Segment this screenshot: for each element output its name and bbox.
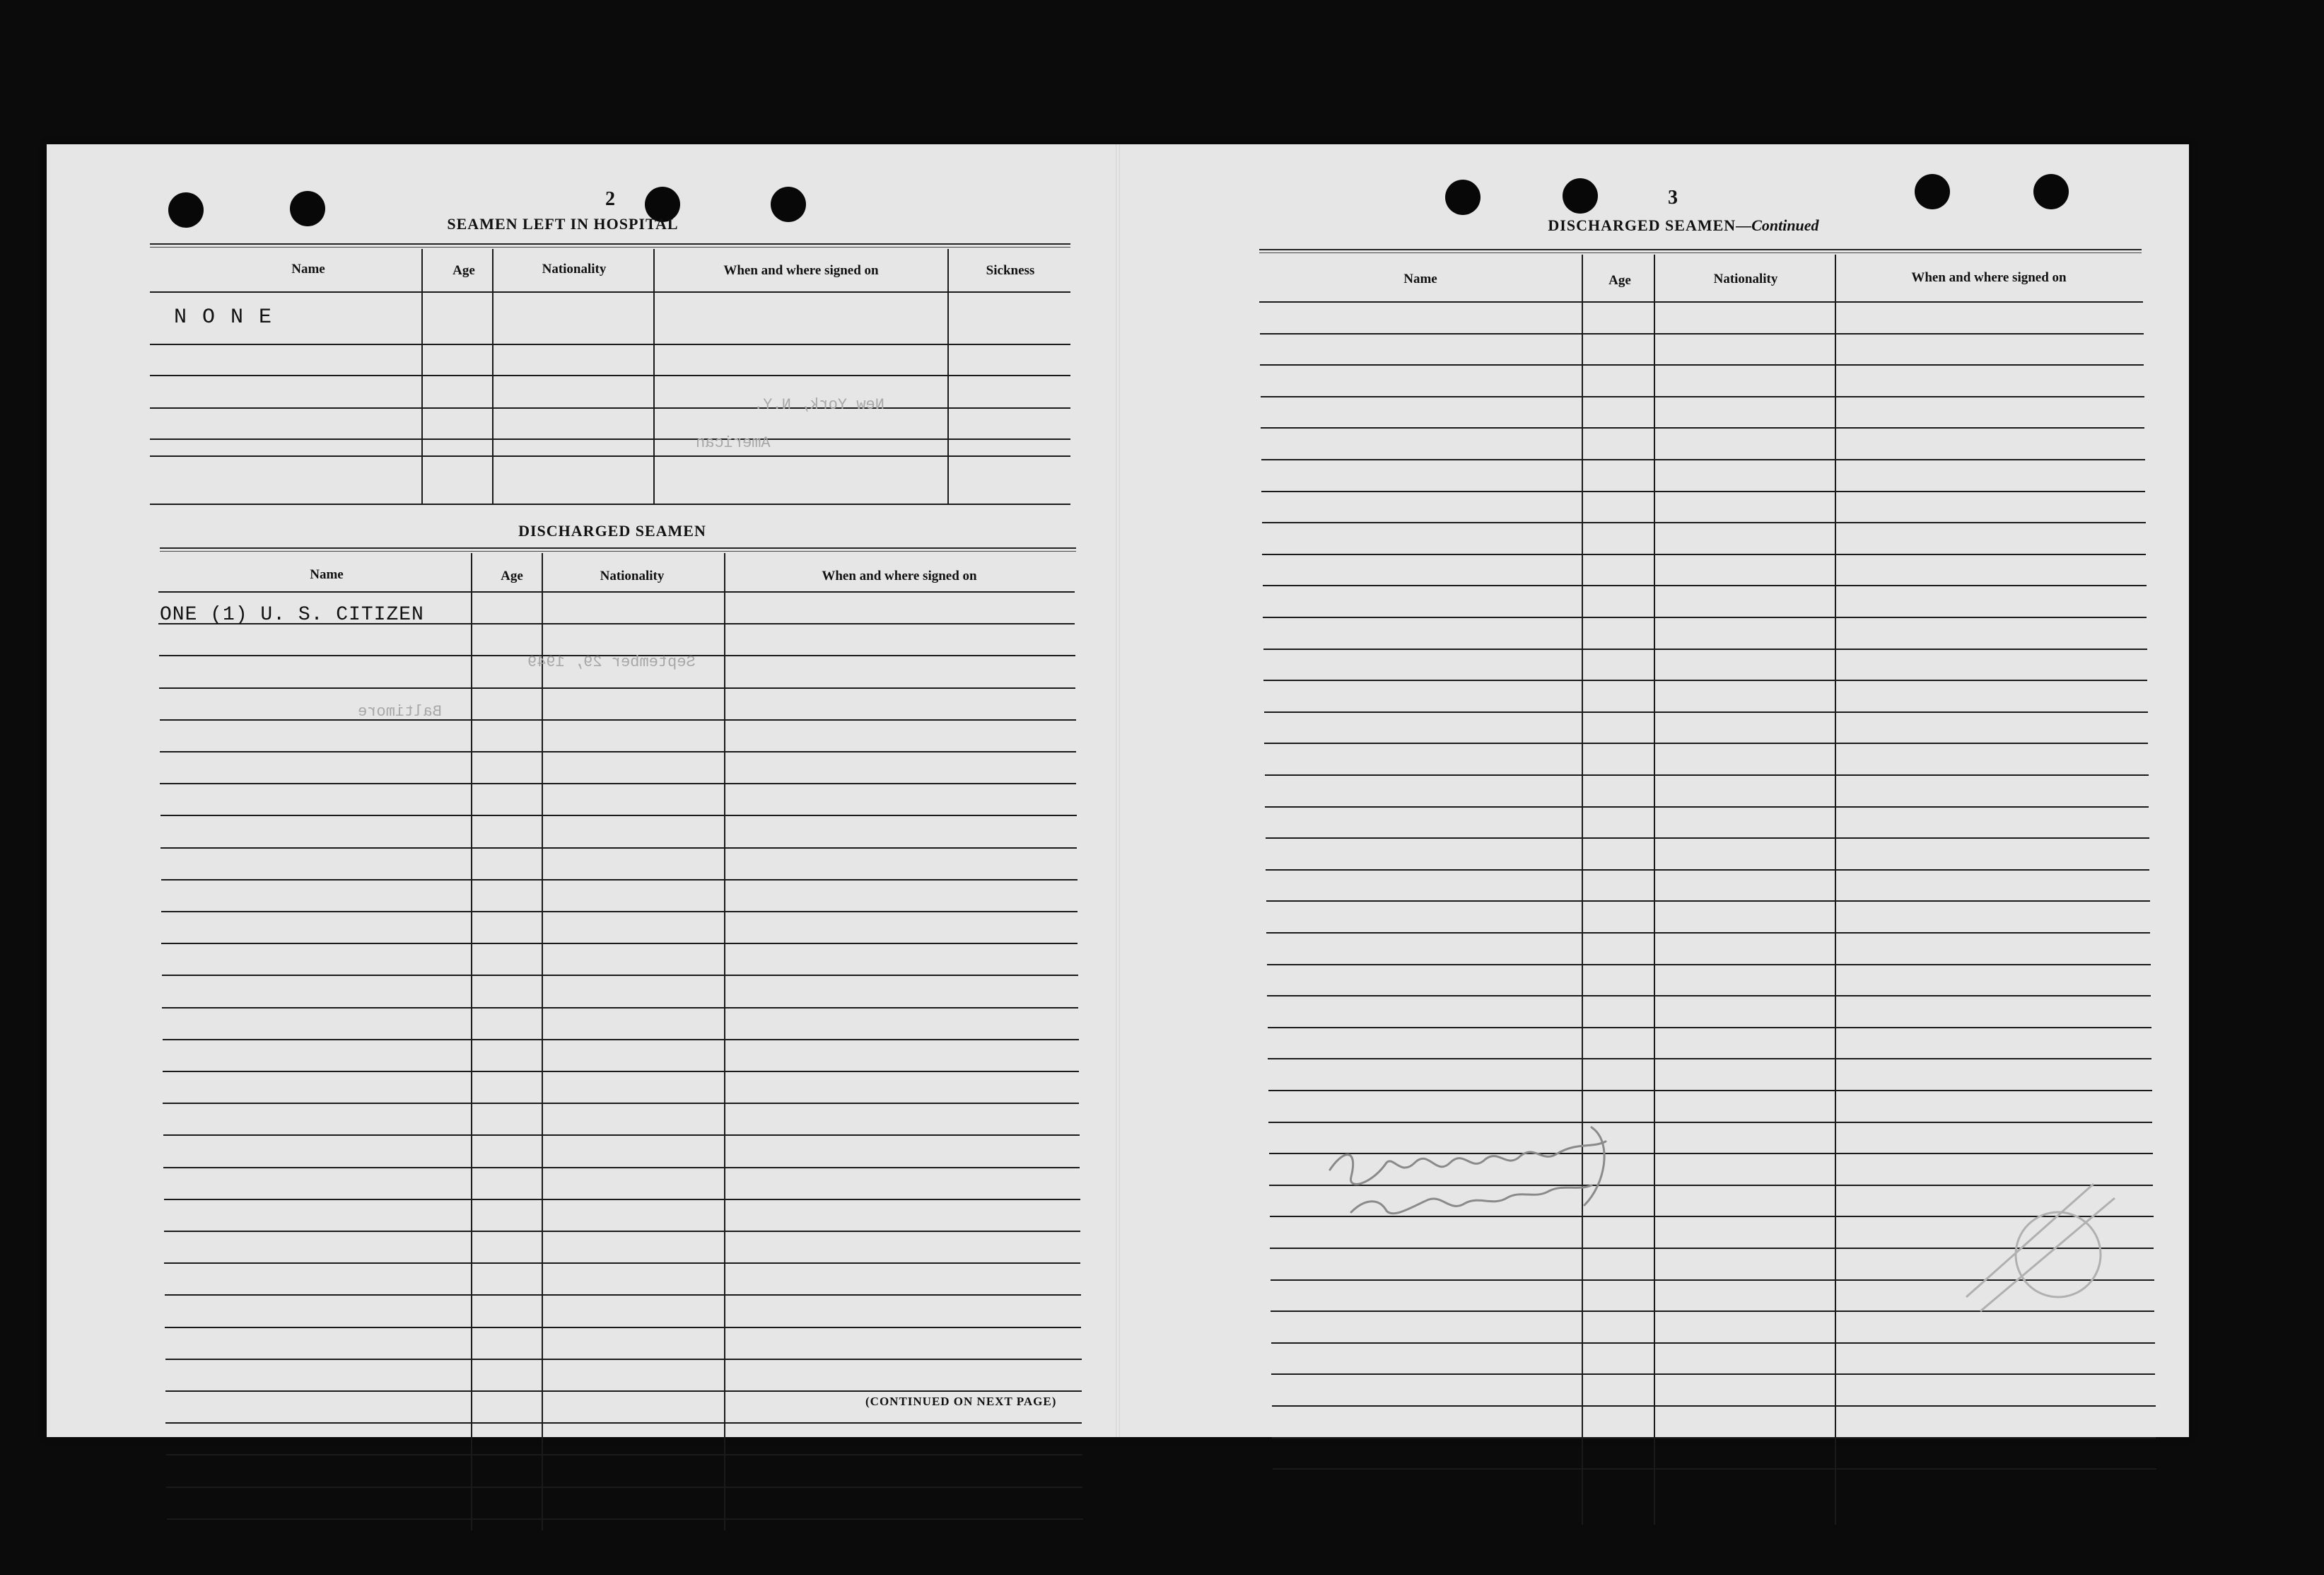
table-row xyxy=(163,1039,1079,1040)
column-divider xyxy=(653,249,655,505)
table-row xyxy=(1266,932,2150,934)
table-row xyxy=(1268,1058,2151,1059)
table-row xyxy=(167,1518,1083,1520)
table-row xyxy=(1268,1027,2151,1028)
table-row xyxy=(1262,522,2146,523)
column-header-sickness: Sickness xyxy=(986,263,1035,278)
bleed-through-text: September 29, 1949 xyxy=(527,653,696,671)
hospital-entry: N O N E xyxy=(174,306,274,330)
table-row xyxy=(165,1327,1081,1328)
column-header-nationality: Nationality xyxy=(542,262,607,277)
table-row xyxy=(150,407,1070,409)
table-row xyxy=(1271,1373,2155,1375)
column-header-nationality: Nationality xyxy=(600,569,665,583)
discharged-entry: ONE (1) U. S. CITIZEN xyxy=(160,604,424,626)
table-row xyxy=(150,504,1070,505)
table-row xyxy=(161,879,1078,881)
column-header-signed-on: When and where signed on xyxy=(1911,270,2067,285)
table-row xyxy=(1268,1090,2152,1091)
faded-stamp xyxy=(1952,1156,2136,1325)
table-row xyxy=(150,344,1070,345)
bleed-through-text: New York, N.Y. xyxy=(754,396,884,414)
table-row xyxy=(1260,333,2144,335)
column-header-name: Name xyxy=(291,262,325,277)
table-row xyxy=(1267,964,2151,965)
table-row xyxy=(163,1071,1079,1072)
column-header-age: Age xyxy=(452,263,475,278)
section-rule xyxy=(150,243,1070,248)
table-row xyxy=(164,1231,1080,1232)
column-divider xyxy=(471,553,472,1530)
table-row xyxy=(166,1454,1082,1455)
table-row xyxy=(161,911,1078,912)
table-row xyxy=(1272,1405,2156,1407)
page-number: 3 xyxy=(1668,187,1678,209)
column-divider xyxy=(1835,255,1836,1525)
table-row xyxy=(163,1134,1080,1136)
column-divider xyxy=(542,553,543,1530)
page-3 xyxy=(1118,144,2189,1437)
table-row xyxy=(163,1167,1080,1168)
hospital-section-title: SEAMEN LEFT IN HOSPITAL xyxy=(447,215,679,233)
column-header-name: Name xyxy=(1403,272,1437,286)
page-2 xyxy=(47,144,1118,1437)
section-rule xyxy=(160,547,1076,552)
document-sheet xyxy=(47,144,2189,1437)
table-row xyxy=(1259,301,2143,303)
table-row xyxy=(1265,774,2149,776)
table-row xyxy=(1263,680,2147,681)
bleed-through-text: Baltimore xyxy=(358,703,442,721)
table-row xyxy=(1266,869,2149,871)
section-rule xyxy=(1259,249,2142,253)
column-header-signed-on: When and where signed on xyxy=(822,569,977,583)
table-row xyxy=(1261,427,2144,429)
title-continued: —Continued xyxy=(1736,216,1819,234)
table-row xyxy=(161,943,1078,944)
table-row xyxy=(150,375,1070,376)
table-row xyxy=(1265,806,2149,808)
table-row xyxy=(159,687,1075,689)
table-row xyxy=(1264,743,2148,744)
continued-section-title xyxy=(1500,216,1867,235)
punch-hole xyxy=(1563,178,1598,214)
page-number: 2 xyxy=(605,188,615,210)
punch-hole xyxy=(168,192,204,228)
table-row xyxy=(1261,491,2145,492)
column-divider xyxy=(492,249,494,505)
table-row xyxy=(1272,1437,2156,1439)
table-row xyxy=(164,1199,1080,1200)
table-row xyxy=(150,438,1070,440)
table-row xyxy=(1273,1468,2156,1470)
bleed-through-text: American xyxy=(696,434,771,452)
table-row xyxy=(163,1103,1079,1104)
title-main: DISCHARGED SEAMEN xyxy=(1548,216,1736,234)
table-row xyxy=(1262,554,2146,555)
continued-footer: (CONTINUED ON NEXT PAGE) xyxy=(865,1395,1057,1408)
column-divider xyxy=(724,553,725,1530)
table-row xyxy=(160,783,1076,784)
punch-hole xyxy=(1445,180,1481,215)
discharged-section-title: DISCHARGED SEAMEN xyxy=(518,522,706,540)
table-row xyxy=(1263,585,2147,586)
table-row xyxy=(165,1359,1082,1360)
punch-hole xyxy=(771,187,806,222)
column-divider xyxy=(421,249,423,505)
column-header-name: Name xyxy=(310,567,344,582)
table-row xyxy=(166,1487,1082,1488)
table-row xyxy=(165,1294,1081,1296)
punch-hole xyxy=(1915,174,1950,209)
table-row xyxy=(1264,711,2148,713)
table-row xyxy=(162,1007,1078,1009)
table-row xyxy=(162,975,1078,976)
table-row xyxy=(1263,617,2147,618)
table-row xyxy=(164,1262,1080,1264)
table-row xyxy=(1261,396,2144,397)
table-row xyxy=(158,591,1075,593)
table-row xyxy=(160,847,1077,849)
column-header-nationality: Nationality xyxy=(1713,272,1778,286)
table-row xyxy=(160,815,1077,816)
column-header-signed-on: When and where signed on xyxy=(723,263,879,278)
column-divider xyxy=(1582,255,1583,1525)
table-row xyxy=(1263,649,2147,650)
punch-hole xyxy=(2033,174,2069,209)
table-row xyxy=(1266,900,2150,902)
table-row xyxy=(165,1390,1082,1392)
table-row xyxy=(150,291,1070,293)
column-divider xyxy=(947,249,949,505)
table-row xyxy=(150,455,1070,457)
table-row xyxy=(1261,459,2145,460)
table-row xyxy=(160,719,1076,721)
table-row xyxy=(1271,1342,2155,1344)
table-row xyxy=(160,751,1076,752)
handwritten-signature xyxy=(1309,1120,1648,1248)
column-header-age: Age xyxy=(1608,273,1631,288)
table-row xyxy=(1260,364,2144,366)
table-row xyxy=(1267,995,2151,996)
punch-hole xyxy=(290,191,325,226)
table-row xyxy=(165,1422,1082,1424)
table-row xyxy=(1266,837,2149,839)
column-header-age: Age xyxy=(501,569,523,583)
column-divider xyxy=(1654,255,1655,1525)
